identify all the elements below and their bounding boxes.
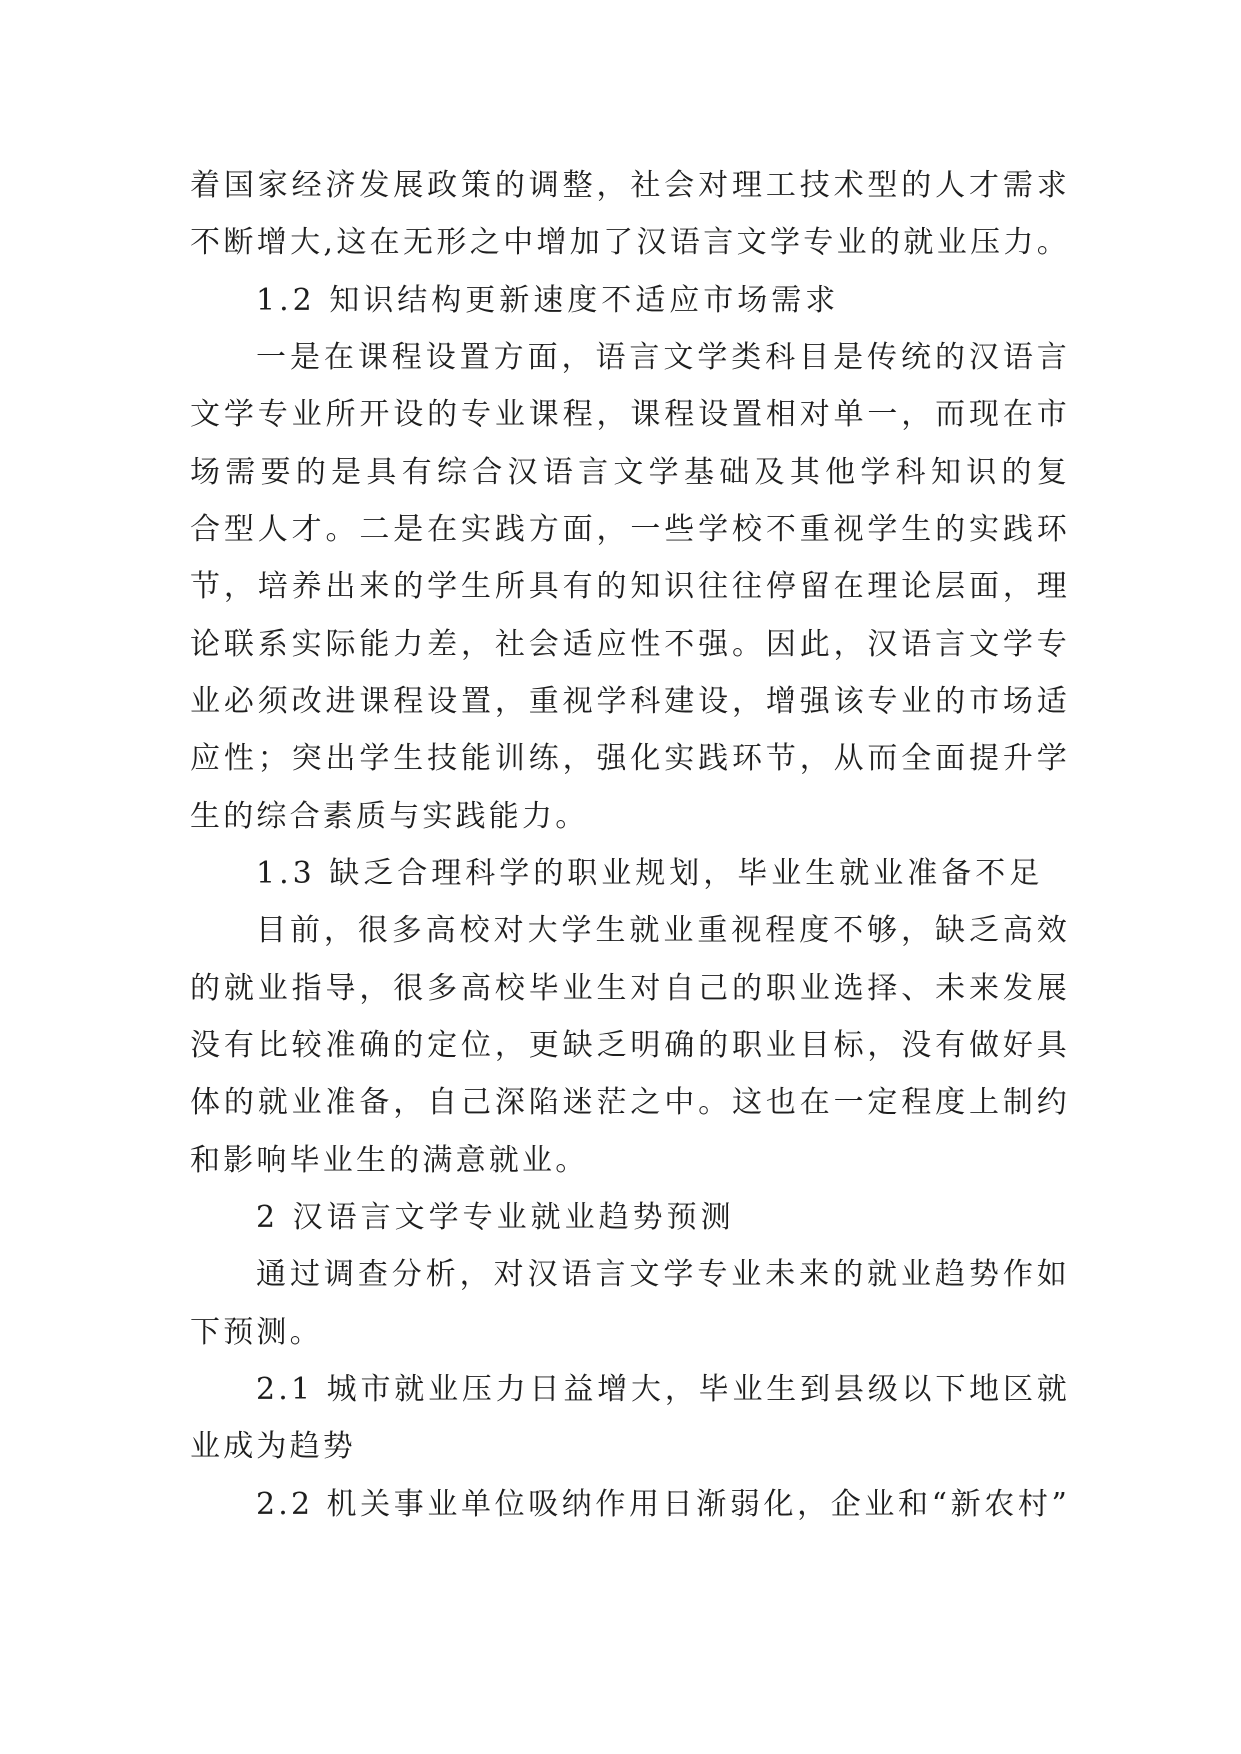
body-text-line: 文学专业所开设的专业课程，课程设置相对单一，而现在市	[190, 397, 1070, 432]
body-text-line: 业必须改进课程设置，重视学科建设，增强该专业的市场适	[190, 684, 1070, 719]
body-text-line: 通过调查分析，对汉语言文学专业未来的就业趋势作如	[256, 1257, 1070, 1292]
body-text-line: 没有比较准确的定位，更缺乏明确的职业目标，没有做好具	[190, 1028, 1070, 1063]
body-text-line: 体的就业准备，自己深陷迷茫之中。这也在一定程度上制约	[190, 1085, 1070, 1120]
body-text-line: 场需要的是具有综合汉语言文学基础及其他学科知识的复	[190, 455, 1070, 490]
section-heading-2-1-continued: 业成为趋势	[190, 1429, 356, 1464]
body-text-line: 一是在课程设置方面，语言文学类科目是传统的汉语言	[256, 340, 1070, 375]
body-text-line: 和影响毕业生的满意就业。	[190, 1143, 589, 1178]
section-heading-1-2: 1.2 知识结构更新速度不适应市场需求	[256, 283, 840, 318]
body-text-line: 合型人才。二是在实践方面，一些学校不重视学生的实践环	[190, 512, 1070, 547]
body-text-line: 不断增大,这在无形之中增加了汉语言文学专业的就业压力。	[190, 225, 1070, 260]
body-text-line: 生的综合素质与实践能力。	[190, 799, 589, 834]
body-text-line: 的就业指导，很多高校毕业生对自己的职业选择、未来发展	[190, 971, 1070, 1006]
body-text-line: 下预测。	[190, 1315, 323, 1350]
body-text-line: 节，培养出来的学生所具有的知识往往停留在理论层面，理	[190, 569, 1070, 604]
section-heading-1-3: 1.3 缺乏合理科学的职业规划，毕业生就业准备不足	[256, 856, 1044, 891]
section-heading-2-1: 2.1 城市就业压力日益增大，毕业生到县级以下地区就	[256, 1372, 1070, 1407]
section-heading-2-2: 2.2 机关事业单位吸纳作用日渐弱化，企业和“新农村”	[256, 1487, 1070, 1522]
body-text-line: 着国家经济发展政策的调整，社会对理工技术型的人才需求	[190, 168, 1070, 203]
body-text-line: 论联系实际能力差，社会适应性不强。因此，汉语言文学专	[190, 627, 1070, 662]
body-text-line: 目前，很多高校对大学生就业重视程度不够，缺乏高效	[256, 913, 1070, 948]
section-heading-2: 2 汉语言文学专业就业趋势预测	[256, 1200, 735, 1235]
body-text-line: 应性；突出学生技能训练，强化实践环节，从而全面提升学	[190, 741, 1070, 776]
